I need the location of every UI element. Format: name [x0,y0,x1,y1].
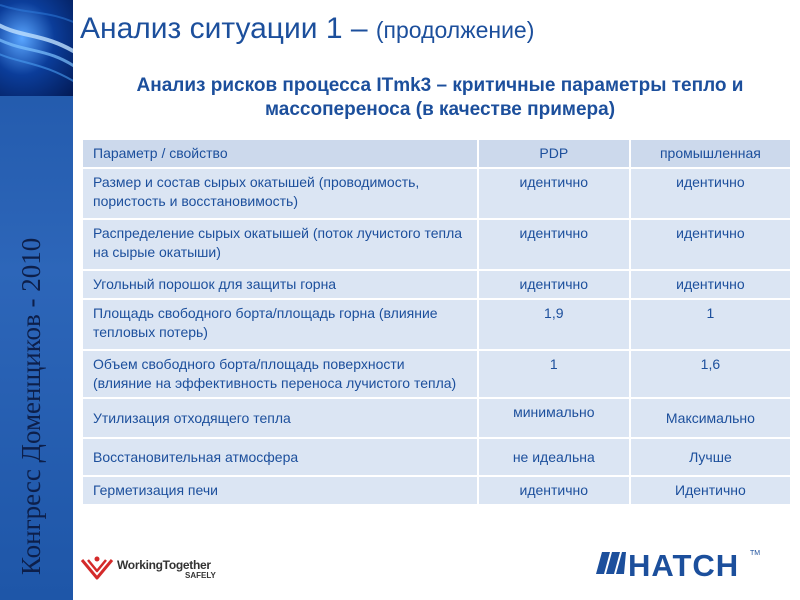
row-industrial: Лучше [630,438,791,476]
row-parameter: Угольный порошок для защиты горна [82,270,478,299]
row-parameter: Площадь свободного борта/площадь горна (влияние тепловых потерь) [82,299,478,350]
hatch-stripes-icon [596,548,626,578]
header-pdp: PDP [478,139,630,168]
table-row [82,270,791,299]
row-pdp: идентично [478,219,630,270]
row-pdp: 1 [478,350,630,398]
working-together-text: WorkingTogether [117,558,211,572]
sidebar-photo [0,0,73,96]
table-row [82,219,791,270]
row-industrial: идентично [630,270,791,299]
row-parameter: Герметизация печи [82,476,478,505]
row-industrial: Идентично [630,476,791,505]
table-header-row [82,139,791,168]
row-industrial: идентично [630,168,791,219]
page-title [80,12,534,46]
row-pdp: идентично [478,476,630,505]
row-parameter: Утилизация отходящего тепла [82,398,478,438]
safely-text: SAFELY [185,571,216,580]
row-parameter: Размер и состав сырых окатышей (проводимость, пористость и восстановимость) [82,168,478,219]
row-industrial: 1 [630,299,791,350]
light-streaks-graphic [0,0,73,96]
table-row [82,438,791,476]
page-subtitle: Анализ рисков процесса ITmk3 – критичные параметры тепло и массопереноса (в качестве примера) [136,75,744,120]
title-main: Анализ ситуации 1 – [80,12,376,45]
row-pdp: не идеальна [478,438,630,476]
hatch-logo [596,548,766,582]
title-sub: (продолжение) [375,17,535,43]
table-row [82,398,791,438]
parameters-table [81,138,792,506]
header-industrial: промышленная [630,139,791,168]
hatch-text: HATCH [628,548,740,583]
row-pdp: идентично [478,168,630,219]
row-parameter: Распределение сырых окатышей (поток лучистого тепла на сырые окатыши) [82,219,478,270]
row-industrial: Максимально [630,398,791,438]
row-industrial: 1,6 [630,350,791,398]
sidebar [0,0,73,600]
working-together-logo [80,555,250,585]
table-row [82,350,791,398]
row-industrial: идентично [630,219,791,270]
row-parameter: Восстановительная атмосфера [82,438,478,476]
table-row [82,299,791,350]
trademark-text: TM [750,550,761,557]
header-parameter: Параметр / свойство [82,139,478,168]
congress-vertical-text: Конгресс Доменщиков - 2010 [16,237,46,575]
safety-hands-icon [80,555,114,581]
row-pdp: минимально [478,398,630,438]
table-row [82,476,791,505]
table-row [82,168,791,219]
row-pdp: 1,9 [478,299,630,350]
row-parameter: Объем свободного борта/площадь поверхности (влияние на эффективность переноса лучистого тепла) [82,350,478,398]
row-pdp: идентично [478,270,630,299]
